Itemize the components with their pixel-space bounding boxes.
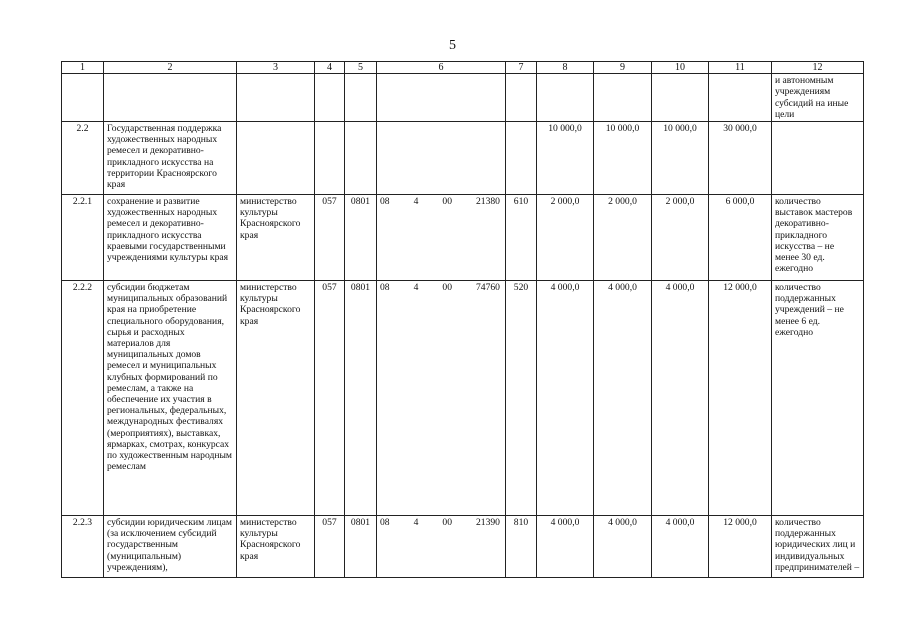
year3-value: 4 000,0 [652,281,709,516]
year1-value: 10 000,0 [537,122,594,195]
rzpr-cell [345,122,377,195]
grbs-cell [315,122,345,195]
year1-value: 4 000,0 [537,516,594,578]
column-number-row [62,62,864,74]
csr-cell [377,195,506,281]
agency-cell: министерство культуры Красноярского края [237,195,315,281]
column-number: 5 [345,62,377,74]
column-number: 12 [772,62,864,74]
total-value: 6 000,0 [709,195,772,281]
csr-part: 4 [413,196,419,208]
column-number: 4 [315,62,345,74]
agency-cell [237,122,315,195]
csr-part: 4 [413,282,419,294]
total-value: 30 000,0 [709,122,772,195]
result-cell: и автономным учреждениям субсидий на иные цели [772,74,864,122]
csr-cell [377,281,506,516]
table-row [62,281,864,516]
rzpr-cell: 0801 [345,281,377,516]
csr-part: 00 [442,517,452,529]
rzpr-cell: 0801 [345,195,377,281]
column-number: 6 [377,62,506,74]
csr-part: 74760 [475,282,500,294]
column-number: 8 [537,62,594,74]
vr-cell: 810 [506,516,537,578]
column-number: 7 [506,62,537,74]
year1-value: 2 000,0 [537,195,594,281]
year2-value: 4 000,0 [594,281,652,516]
year1-value: 4 000,0 [537,281,594,516]
year3-value: 10 000,0 [652,122,709,195]
csr-cell [377,122,506,195]
result-cell [772,122,864,195]
column-number: 11 [709,62,772,74]
vr-cell [506,122,537,195]
vr-cell: 520 [506,281,537,516]
table-row [62,195,864,281]
csr-part: 4 [413,517,419,529]
measure-name: субсидии юридическим лицам (за исключением субсидий государственным (муниципальным) учреждениям), [104,516,237,578]
agency-cell: министерство культуры Красноярского края [237,281,315,516]
year3-value: 4 000,0 [652,516,709,578]
year2-value: 2 000,0 [594,195,652,281]
year2-value: 10 000,0 [594,122,652,195]
column-number: 2 [104,62,237,74]
grbs-cell: 057 [315,516,345,578]
budget-table [61,61,864,578]
total-value: 12 000,0 [709,281,772,516]
measure-name: сохранение и развитие художественных народных ремесел и декоративно-прикладного искусства краевыми государственными учреждениями культуры края [104,195,237,281]
total-value: 12 000,0 [709,516,772,578]
agency-cell: министерство культуры Красноярского края [237,516,315,578]
csr-part: 21380 [475,196,500,208]
grbs-cell: 057 [315,281,345,516]
measure-name: Государственная поддержка художественных народных ремесел и декоративно-прикладного искусства на территории Красноярского края [104,122,237,195]
measure-name: субсидии бюджетам муниципальных образований края на приобретение специального оборудования, сырья и расходных материалов для муниципальных домов ремесел и муниципальных клубных формирований по ремеслам, а также на обеспечение их участия в региональных, федеральных, международных фестивалях (мероприятиях), выставках, ярмарках, смотрах, конкурсах по художественным народным ремеслам [104,281,237,516]
column-number: 9 [594,62,652,74]
table-row [62,122,864,195]
continuation-row [62,74,864,122]
column-number: 1 [62,62,104,74]
csr-part: 21390 [475,517,500,529]
rzpr-cell: 0801 [345,516,377,578]
year3-value: 2 000,0 [652,195,709,281]
row-number: 2.2.2 [62,281,104,516]
csr-part: 00 [442,282,452,294]
column-number: 3 [237,62,315,74]
result-cell: количество выставок мастеров декоративно-прикладного искусства – не менее 30 ед. ежегодно [772,195,864,281]
page-number: 5 [449,38,456,53]
column-number: 10 [652,62,709,74]
result-cell: количество поддержанных юридических лиц и индивидуальных предпринимателей – [772,516,864,578]
csr-part: 08 [380,196,390,208]
csr-cell [377,516,506,578]
row-number: 2.2 [62,122,104,195]
row-number: 2.2.1 [62,195,104,281]
csr-part: 08 [380,517,390,529]
year2-value: 4 000,0 [594,516,652,578]
row-number: 2.2.3 [62,516,104,578]
result-cell: количество поддержанных учреждений – не менее 6 ед. ежегодно [772,281,864,516]
table-row [62,516,864,578]
csr-part: 08 [380,282,390,294]
grbs-cell: 057 [315,195,345,281]
vr-cell: 610 [506,195,537,281]
csr-part: 00 [442,196,452,208]
